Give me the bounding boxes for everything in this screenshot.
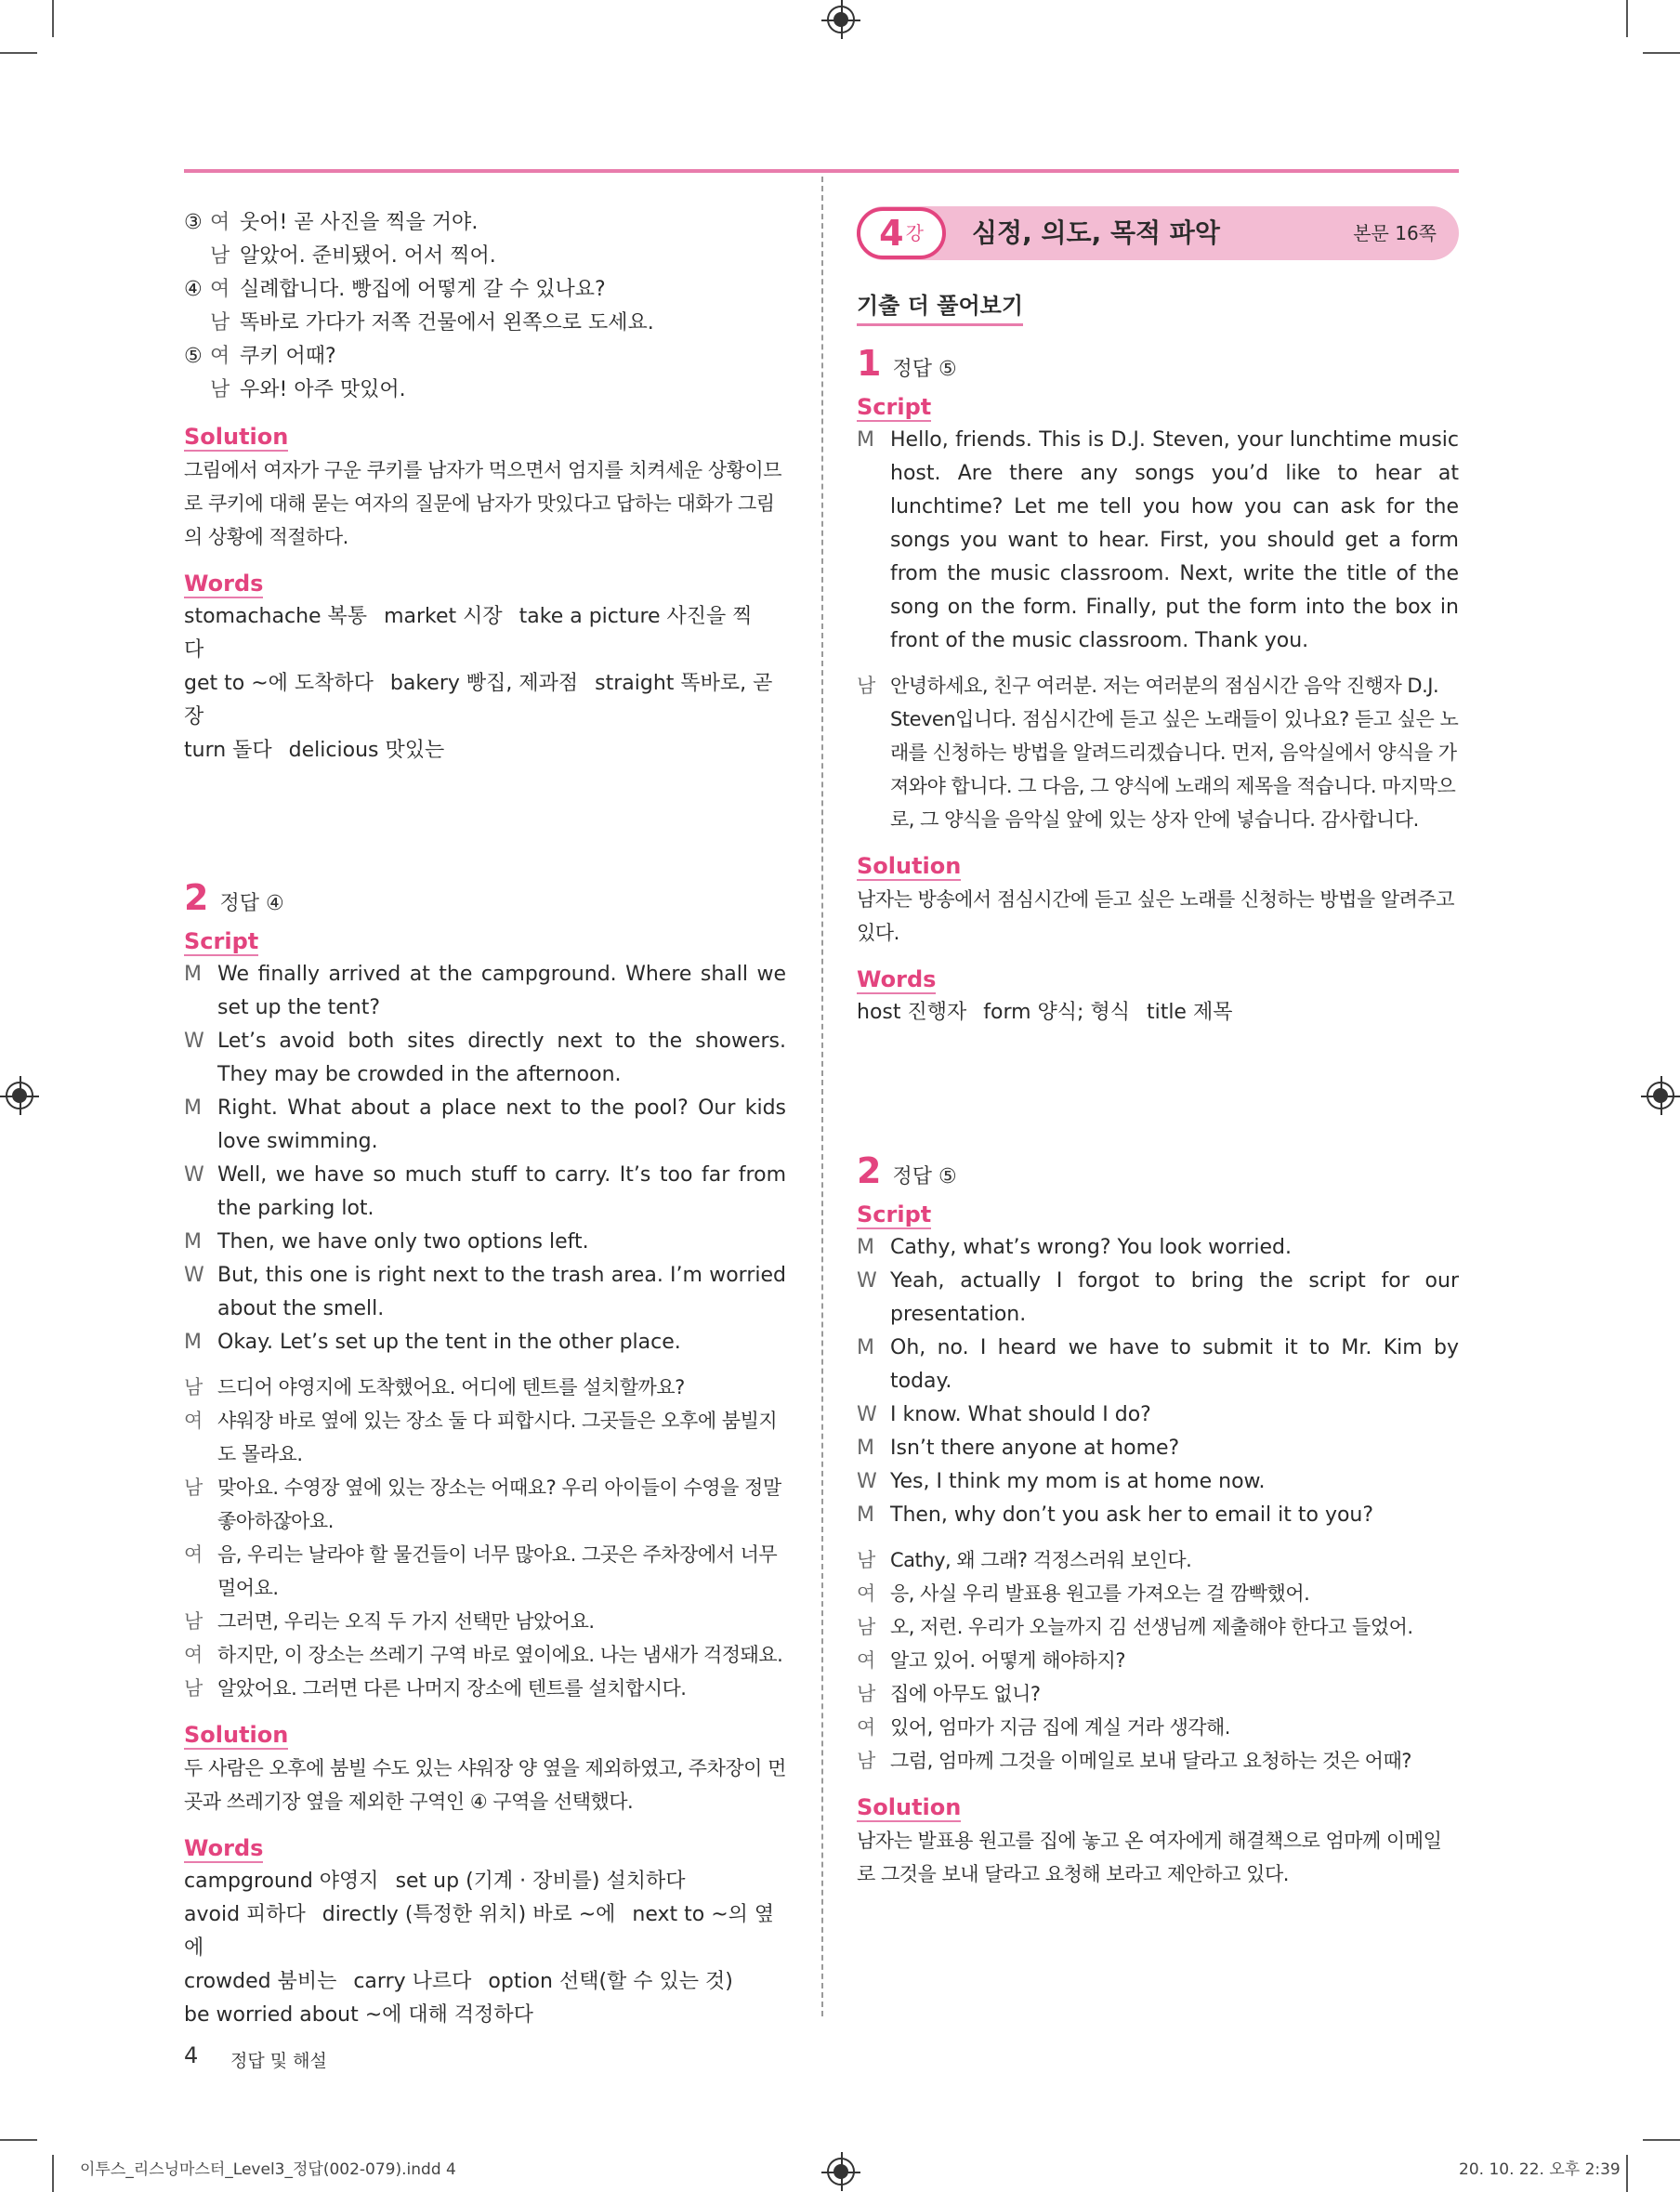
pre-dialogue xyxy=(184,206,786,407)
registration-mark-icon xyxy=(6,1082,33,1109)
dialogue-text: 알았어요. 그러면 다른 나머지 장소에 텐트를 설치합시다. xyxy=(217,1677,687,1700)
word-entry: bakery 빵집, 제과점 xyxy=(389,672,579,695)
dialogue-line xyxy=(184,273,786,307)
speaker-label: 여 xyxy=(857,1649,875,1672)
speaker-label: 남 xyxy=(857,1549,875,1571)
script-heading: Script xyxy=(857,1201,932,1227)
right-column xyxy=(857,206,1459,1891)
dialogue-line xyxy=(184,1404,786,1471)
script-dialogue xyxy=(184,958,786,1359)
speaker-label: W xyxy=(857,1470,877,1493)
dialogue-line xyxy=(184,1538,786,1605)
dialogue-text: Then, we have only two options left. xyxy=(217,1230,589,1254)
dialogue-line xyxy=(857,1499,1459,1532)
dialogue-line xyxy=(184,1471,786,1538)
speaker-label: M xyxy=(857,428,874,452)
answer-label: 정답 ⑤ xyxy=(892,358,957,381)
dialogue-line xyxy=(184,1672,786,1705)
speaker-label: 남 xyxy=(210,244,230,268)
word-entry: set up (기계 · 장비를) 설치하다 xyxy=(395,1870,686,1893)
footer-label: 정답 및 해설 xyxy=(230,2051,327,2071)
dialogue-line xyxy=(184,374,786,407)
script-monologue xyxy=(857,424,1459,658)
dialogue-text: 웃어! 곧 사진을 찍을 거야. xyxy=(240,211,479,234)
speaker-label: 여 xyxy=(184,1410,203,1432)
dialogue-text: Oh, no. I heard we have to submit it to Mr. Kim by today. xyxy=(890,1336,1459,1393)
speaker-label: 남 xyxy=(184,1677,203,1700)
word-entry: host 진행자 xyxy=(857,1001,967,1024)
words-list xyxy=(184,600,786,768)
speaker-label: 남 xyxy=(184,1610,203,1633)
solution-heading: Solution xyxy=(857,853,962,879)
option-number: ④ xyxy=(184,278,203,301)
dialogue-line xyxy=(184,1226,786,1259)
word-entry: avoid 피하다 xyxy=(184,1903,306,1926)
dialogue-text: 그러면, 우리는 오직 두 가지 선택만 남았어요. xyxy=(217,1610,595,1633)
words-line xyxy=(184,600,786,667)
words-line xyxy=(184,1999,786,2032)
word-entry: turn 돌다 xyxy=(184,739,272,762)
speaker-label: 남 xyxy=(857,1683,875,1705)
dialogue-line xyxy=(184,307,786,340)
speaker-label: 여 xyxy=(210,345,230,368)
page-number: 4 xyxy=(184,2042,199,2068)
question-number: 1 xyxy=(857,343,882,384)
speaker-label: 여 xyxy=(184,1543,203,1566)
word-entry: campground 야영지 xyxy=(184,1870,379,1893)
print-slug-date: 20. 10. 22. 오후 2:39 xyxy=(1459,2160,1621,2179)
speaker-label: M xyxy=(184,963,202,986)
question-number: 2 xyxy=(184,877,209,918)
dialogue-text: 쿠키 어때? xyxy=(240,345,336,368)
solution-heading: Solution xyxy=(184,424,289,450)
crop-mark xyxy=(1626,0,1628,37)
dialogue-line xyxy=(184,1025,786,1092)
option-number: ③ xyxy=(184,211,203,234)
speaker-label: 남 xyxy=(857,675,875,697)
speaker-label: M xyxy=(184,1230,202,1254)
korean-translation xyxy=(857,1543,1459,1778)
speaker-label: M xyxy=(857,1336,874,1359)
speaker-label: M xyxy=(184,1096,202,1120)
crop-mark xyxy=(1626,2155,1628,2192)
solution-text: 남자는 방송에서 점심시간에 듣고 싶은 노래를 신청하는 방법을 알려주고 있다. xyxy=(857,888,1454,944)
option-number xyxy=(184,307,210,340)
speaker-label: 남 xyxy=(857,1750,875,1772)
dialogue-line xyxy=(857,424,1459,658)
dialogue-text: Yes, I think my mom is at home now. xyxy=(890,1470,1266,1493)
question-header xyxy=(857,1150,1459,1194)
word-entry: directly (특정한 위치) 바로 ~에 xyxy=(322,1903,616,1926)
speaker-label: M xyxy=(857,1437,874,1460)
column-divider xyxy=(821,177,823,2016)
speaker-label: W xyxy=(857,1269,877,1293)
dialogue-line xyxy=(184,240,786,273)
words-line xyxy=(184,1898,786,1965)
crop-mark xyxy=(0,2139,37,2141)
dialogue-line xyxy=(184,1159,786,1226)
speaker-label: 여 xyxy=(210,278,230,301)
crop-mark xyxy=(52,2155,54,2192)
words-list xyxy=(857,996,1459,1030)
word-entry: straight 똑바로, 곧장 xyxy=(184,672,773,728)
solution-text: 남자는 발표용 원고를 집에 놓고 온 여자에게 해결책으로 엄마께 이메일로 그것을 보내 달라고 요청해 보라고 제안하고 있다. xyxy=(857,1830,1442,1885)
word-entry: market 시장 xyxy=(384,605,503,628)
words-line xyxy=(184,734,786,768)
dialogue-line xyxy=(184,1605,786,1638)
dialogue-text: Right. What about a place next to the pool? Our kids love swimming. xyxy=(217,1096,786,1153)
dialogue-line xyxy=(857,1265,1459,1332)
words-line xyxy=(184,1965,786,1999)
chapter-title: 심정, 의도, 목적 파악 xyxy=(972,217,1220,248)
dialogue-text: We finally arrived at the campground. Where shall we set up the tent? xyxy=(217,963,786,1019)
dialogue-text: 오, 저런. 우리가 오늘까지 김 선생님께 제출해야 한다고 들었어. xyxy=(890,1616,1413,1638)
registration-mark-icon xyxy=(827,2158,855,2185)
option-number: ⑤ xyxy=(184,345,203,368)
dialogue-text: I know. What should I do? xyxy=(890,1403,1151,1426)
crop-mark xyxy=(52,0,54,37)
word-entry: be worried about ~에 대해 걱정하다 xyxy=(184,2003,533,2027)
dialogue-line xyxy=(857,1398,1459,1432)
word-entry: stomachache 복통 xyxy=(184,605,368,628)
dialogue-text: Cathy, 왜 그래? 걱정스러워 보인다. xyxy=(890,1549,1192,1571)
dialogue-line xyxy=(184,1092,786,1159)
question-header xyxy=(857,343,1459,387)
dialogue-text: Yeah, actually I forgot to bring the script for our presentation. xyxy=(890,1269,1459,1326)
dialogue-text: 있어, 엄마가 지금 집에 계실 거라 생각해. xyxy=(890,1716,1230,1739)
script-dialogue xyxy=(857,1231,1459,1532)
dialogue-line xyxy=(857,1744,1459,1778)
option-number xyxy=(184,240,210,273)
dialogue-text: Then, why don’t you ask her to email it to you? xyxy=(890,1503,1374,1527)
dialogue-text: 안녕하세요, 친구 여러분. 저는 여러분의 점심시간 음악 진행자 D.J. Steven입니다. 점심시간에 듣고 싶은 노래들이 있나요? 듣고 싶은 노래를 신청하는 방법을 알려드리겠습니다. 먼저, 음악실에서 양식을 가져와야 합니다. 그 다음, 그 양식에 노래의 제목을 적습니다. 마지막으로, 그 양식을 음악실 앞에 있는 상자 안에 넣습니다. 감사합니다. xyxy=(890,675,1459,831)
dialogue-line xyxy=(857,1644,1459,1677)
dialogue-text: 집에 아무도 없니? xyxy=(890,1683,1041,1705)
speaker-label: 남 xyxy=(184,1477,203,1499)
option-number xyxy=(184,374,210,407)
crop-mark xyxy=(1643,52,1680,54)
dialogue-line xyxy=(857,669,1459,836)
script-heading: Script xyxy=(184,928,259,954)
dialogue-line xyxy=(857,1577,1459,1610)
left-column xyxy=(184,206,786,2032)
speaker-label: M xyxy=(184,1331,202,1354)
chapter-number: 4 xyxy=(879,213,904,254)
solution-text: 그림에서 여자가 구운 쿠키를 남자가 먹으면서 엄지를 치켜세운 상황이므로 쿠키에 대해 묻는 여자의 질문에 남자가 맛있다고 답하는 대화가 그림의 상황에 적절하다. xyxy=(184,459,781,548)
korean-translation xyxy=(857,669,1459,836)
word-entry: title 제목 xyxy=(1146,1001,1233,1024)
word-entry: delicious 맛있는 xyxy=(288,739,445,762)
dialogue-text: 응, 사실 우리 발표용 원고를 가져오는 걸 깜빡했어. xyxy=(890,1582,1310,1605)
dialogue-text: 드디어 야영지에 도착했어요. 어디에 텐트를 설치할까요? xyxy=(217,1376,685,1398)
word-entry: crowded 붐비는 xyxy=(184,1970,337,1993)
dialogue-line xyxy=(857,1332,1459,1398)
korean-translation xyxy=(184,1371,786,1705)
speaker-label: W xyxy=(184,1264,204,1287)
dialogue-line xyxy=(184,1326,786,1359)
dialogue-text: 맞아요. 수영장 옆에 있는 장소는 어때요? 우리 아이들이 수영을 정말 좋아하잖아요. xyxy=(217,1477,781,1532)
word-entry: next to ~의 옆에 xyxy=(184,1903,775,1960)
dialogue-line xyxy=(184,206,786,240)
chapter-banner xyxy=(857,206,1459,260)
dialogue-text: 그럼, 엄마께 그것을 이메일로 보내 달라고 요청하는 것은 어때? xyxy=(890,1750,1411,1772)
registration-mark-icon xyxy=(1647,1082,1674,1109)
words-list xyxy=(184,1865,786,2032)
word-entry: option 선택(할 수 있는 것) xyxy=(488,1970,733,1993)
speaker-label: 여 xyxy=(857,1582,875,1605)
speaker-label: 여 xyxy=(184,1644,203,1666)
speaker-label: 여 xyxy=(210,211,230,234)
speaker-label: W xyxy=(184,1030,204,1053)
words-heading: Words xyxy=(184,571,264,597)
dialogue-text: 샤워장 바로 옆에 있는 장소 둘 다 피합시다. 그곳들은 오후에 붐빌지도 몰라요. xyxy=(217,1410,778,1465)
words-line xyxy=(184,667,786,734)
script-heading: Script xyxy=(857,394,932,420)
dialogue-text: 알았어. 준비됐어. 어서 찍어. xyxy=(240,244,496,268)
dialogue-line xyxy=(184,340,786,374)
crop-mark xyxy=(0,52,37,54)
answer-label: 정답 ⑤ xyxy=(892,1165,957,1188)
dialogue-text: Okay. Let’s set up the tent in the other place. xyxy=(217,1331,681,1354)
dialogue-line xyxy=(857,1465,1459,1499)
crop-mark xyxy=(1643,2139,1680,2141)
words-line xyxy=(857,996,1459,1030)
word-entry: carry 나르다 xyxy=(353,1970,472,1993)
dialogue-text: 똑바로 가다가 저쪽 건물에서 왼쪽으로 도세요. xyxy=(240,311,654,335)
dialogue-text: 우와! 아주 맛있어. xyxy=(240,378,406,401)
speaker-label: M xyxy=(857,1236,874,1259)
registration-mark-icon xyxy=(827,6,855,33)
speaker-label: W xyxy=(184,1163,204,1187)
solution-heading: Solution xyxy=(184,1722,289,1748)
dialogue-line xyxy=(857,1543,1459,1577)
dialogue-text: Hello, friends. This is D.J. Steven, your lunchtime music host. Are there any songs you’d like to hear at lunchtime? Let me tell you how you can ask for the songs you want to hear. First, you should get a form from the music classroom. Next, write the title of the song on the form. Finally, put the form into the box in front of the music classroom. Thank you. xyxy=(890,428,1459,652)
dialogue-text: Cathy, what’s wrong? You look worried. xyxy=(890,1236,1292,1259)
words-heading: Words xyxy=(857,966,937,992)
solution-text: 두 사람은 오후에 붐빌 수도 있는 샤워장 양 옆을 제외하였고, 주차장이 먼 곳과 쓰레기장 옆을 제외한 구역인 ④ 구역을 선택했다. xyxy=(184,1757,786,1813)
dialogue-text: 하지만, 이 장소는 쓰레기 구역 바로 옆이에요. 나는 냄새가 걱정돼요. xyxy=(217,1644,783,1666)
chapter-badge xyxy=(857,207,946,259)
word-entry: get to ~에 도착하다 xyxy=(184,672,374,695)
answer-label: 정답 ④ xyxy=(219,892,284,915)
speaker-label: 남 xyxy=(184,1376,203,1398)
solution-heading: Solution xyxy=(857,1794,962,1820)
dialogue-text: But, this one is right next to the trash area. I’m worried about the smell. xyxy=(217,1264,786,1320)
dialogue-text: 실례합니다. 빵집에 어떻게 갈 수 있나요? xyxy=(240,278,606,301)
dialogue-text: 알고 있어. 어떻게 해야하지? xyxy=(890,1649,1125,1672)
word-entry: form 양식; 형식 xyxy=(983,1001,1130,1024)
dialogue-text: 음, 우리는 날라야 할 물건들이 너무 많아요. 그곳은 주차장에서 너무 멀어요. xyxy=(217,1543,778,1599)
chapter-page-ref: 본문 16쪽 xyxy=(1353,222,1437,244)
section-title: 기출 더 풀어보기 xyxy=(857,288,1023,326)
words-line xyxy=(184,1865,786,1898)
dialogue-line xyxy=(184,958,786,1025)
dialogue-text: Let’s avoid both sites directly next to the showers. They may be crowded in the afternoon. xyxy=(217,1030,786,1086)
chapter-suffix: 강 xyxy=(905,222,924,244)
speaker-label: W xyxy=(857,1403,877,1426)
dialogue-line xyxy=(857,1432,1459,1465)
print-slug-file: 이투스_리스닝마스터_Level3_정답(002-079).indd 4 xyxy=(80,2160,456,2179)
dialogue-line xyxy=(857,1231,1459,1265)
dialogue-line xyxy=(857,1677,1459,1711)
dialogue-text: Well, we have so much stuff to carry. It’s too far from the parking lot. xyxy=(217,1163,786,1220)
question-number: 2 xyxy=(857,1150,882,1191)
dialogue-line xyxy=(184,1259,786,1326)
words-heading: Words xyxy=(184,1835,264,1861)
dialogue-line xyxy=(857,1711,1459,1744)
dialogue-line xyxy=(857,1610,1459,1644)
top-rule xyxy=(184,169,1459,173)
speaker-label: M xyxy=(857,1503,874,1527)
dialogue-line xyxy=(184,1638,786,1672)
speaker-label: 남 xyxy=(210,378,230,401)
dialogue-text: Isn’t there anyone at home? xyxy=(890,1437,1180,1460)
word-entry: take a picture 사진을 찍다 xyxy=(184,605,753,662)
speaker-label: 여 xyxy=(857,1716,875,1739)
question-header xyxy=(184,877,786,921)
dialogue-line xyxy=(184,1371,786,1404)
speaker-label: 남 xyxy=(210,311,230,335)
speaker-label: 남 xyxy=(857,1616,875,1638)
